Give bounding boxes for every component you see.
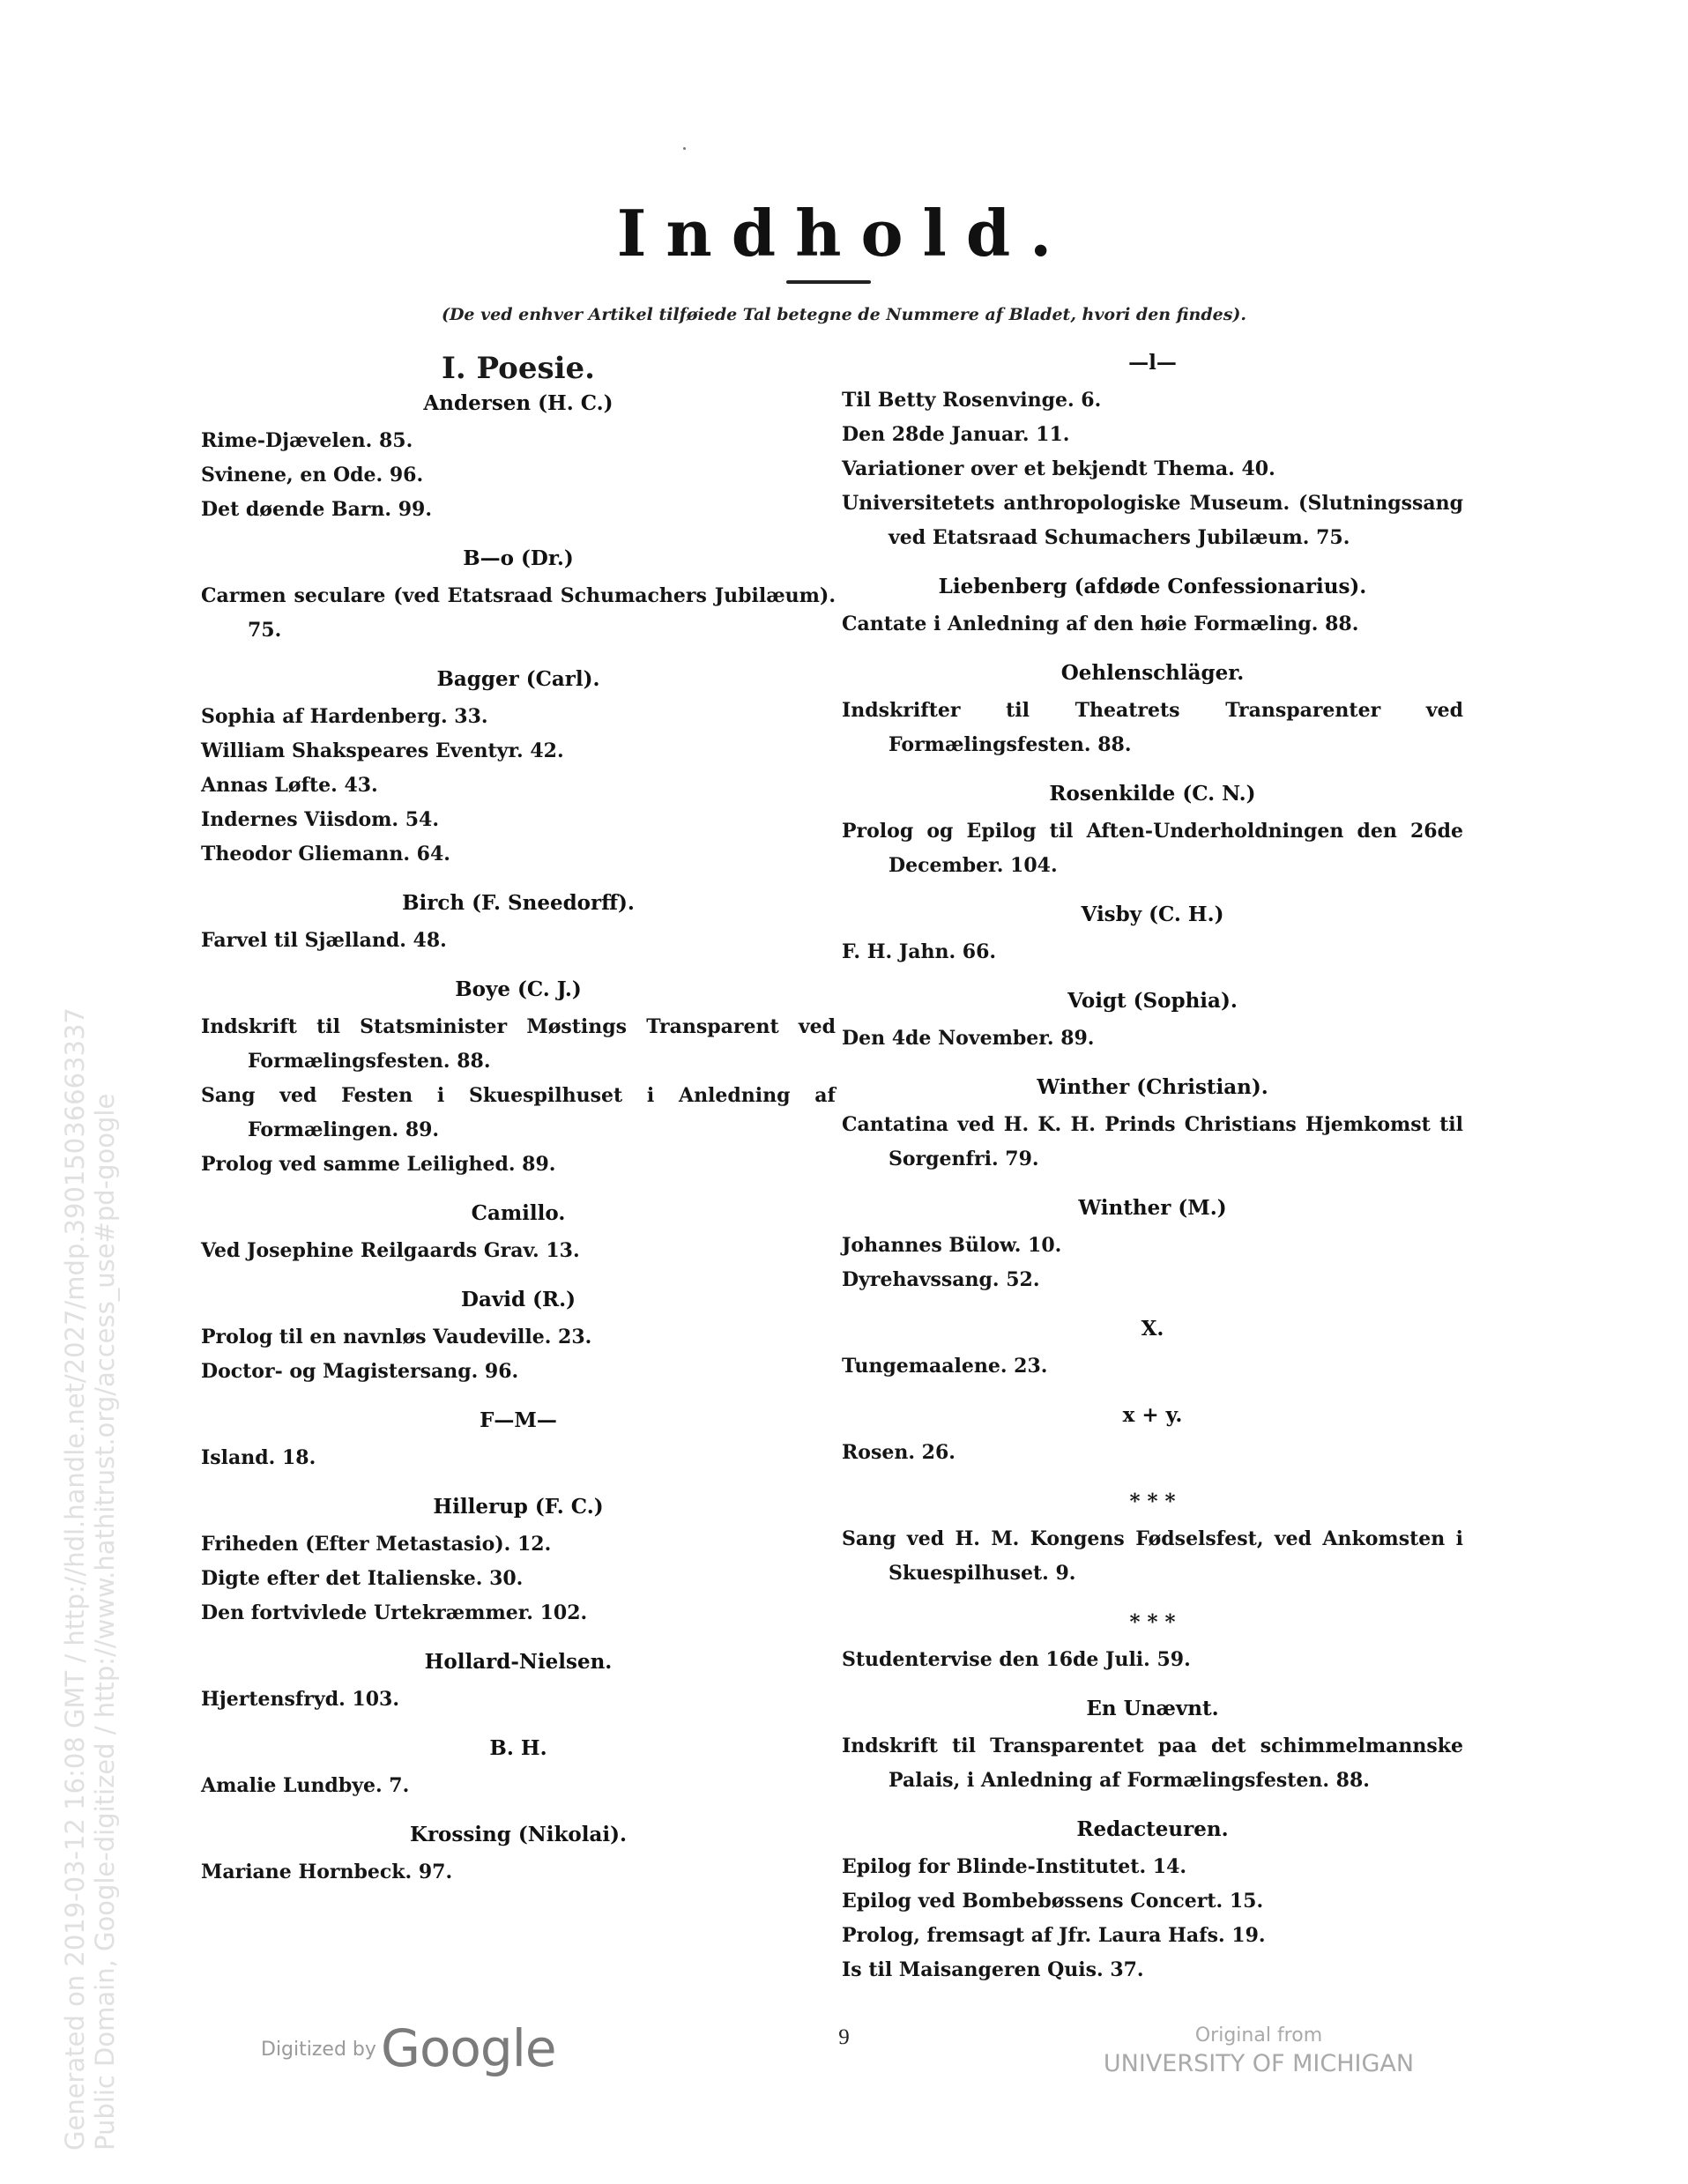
toc-entry: Farvel til Sjælland. 48. xyxy=(201,929,447,952)
toc-entry: Sophia af Hardenberg. 33. xyxy=(201,705,488,728)
toc-entry: Rosen. 26. xyxy=(842,1441,956,1464)
toc-entry: Friheden (Efter Metastasio). 12. xyxy=(201,1533,552,1556)
toc-entry: Prolog og Epilog til Aften-Underholdningen den 26de December. 104. xyxy=(842,820,1463,877)
toc-entry: Is til Maisangeren Quis. 37. xyxy=(842,1958,1144,1981)
author-heading: Boye (C. J.) xyxy=(455,977,582,1001)
author-heading: Liebenberg (afdøde Confessionarius). xyxy=(938,575,1367,598)
author-heading: En Unævnt. xyxy=(1086,1697,1219,1720)
university-label: UNIVERSITY OF MICHIGAN xyxy=(1103,2050,1415,2077)
page-subtitle: (De ved enhver Artikel tilføiede Tal betegne de Nummere af Bladet, hvori den findes). xyxy=(441,305,1247,324)
title-underline xyxy=(786,280,871,284)
author-heading: Krossing (Nikolai). xyxy=(409,1823,628,1846)
toc-entry: Epilog ved Bombebøssens Concert. 15. xyxy=(842,1890,1264,1913)
toc-entry: Digte efter det Italienske. 30. xyxy=(201,1567,524,1590)
toc-entry: Carmen seculare (ved Etatsraad Schumachers Jubilæum). 75. xyxy=(201,584,836,642)
hathitrust-watermark xyxy=(60,1007,120,2151)
author-heading: Voigt (Sophia). xyxy=(1067,989,1238,1013)
toc-entry: Doctor- og Magistersang. 96. xyxy=(201,1360,519,1383)
toc-entry: Amalie Lundbye. 7. xyxy=(201,1774,410,1797)
author-heading: Camillo. xyxy=(471,1201,566,1225)
toc-entry: Svinene, en Ode. 96. xyxy=(201,464,424,487)
author-heading: Andersen (H. C.) xyxy=(423,391,613,415)
watermark-line: Generated on 2019-03-12 16:08 GMT / http://hdl.handle.net/2027/mdp.39015036663337 xyxy=(60,1007,90,2151)
author-heading: B—o (Dr.) xyxy=(463,546,574,570)
toc-entry: Annas Løfte. 43. xyxy=(201,774,378,797)
toc-entry: William Shakspeares Eventyr. 42. xyxy=(201,739,564,762)
toc-entry: Rime-Djævelen. 85. xyxy=(201,429,413,452)
original-from-label: Original from xyxy=(1194,2024,1323,2047)
toc-entry: Mariane Hornbeck. 97. xyxy=(201,1861,453,1883)
toc-entry: Den 4de November. 89. xyxy=(842,1027,1095,1050)
toc-entry: Indskrift til Statsminister Møstings Transparent ved Formælingsfesten. 88. xyxy=(201,1015,836,1073)
author-heading: Birch (F. Sneedorff). xyxy=(402,891,635,915)
author-heading: F—M— xyxy=(480,1408,557,1432)
author-heading: Redacteuren. xyxy=(1076,1817,1229,1841)
stray-dot xyxy=(683,147,686,150)
author-heading: x + y. xyxy=(1122,1403,1183,1427)
author-heading: B. H. xyxy=(489,1736,547,1760)
toc-entry: Den 28de Januar. 11. xyxy=(842,423,1070,446)
author-heading: X. xyxy=(1141,1317,1164,1341)
toc-entry: Prolog til en navnløs Vaudeville. 23. xyxy=(201,1326,592,1348)
toc-entry: Studentervise den 16de Juli. 59. xyxy=(842,1648,1191,1671)
toc-entry: Sang ved H. M. Kongens Fødselsfest, ved Ankomsten i Skuespilhuset. 9. xyxy=(842,1527,1463,1585)
author-heading: Oehlenschläger. xyxy=(1060,661,1245,685)
google-logo: Google xyxy=(381,2018,556,2078)
page-title: Indhold. xyxy=(616,196,1072,271)
author-heading: Winther (M.) xyxy=(1078,1196,1227,1220)
left-entry-list xyxy=(201,391,836,1890)
section-heading: I. Poesie. xyxy=(441,351,596,386)
toc-entry: Theodor Gliemann. 64. xyxy=(201,843,450,865)
author-heading: —l— xyxy=(1128,351,1177,375)
toc-entry: Ved Josephine Reilgaards Grav. 13. xyxy=(201,1239,580,1262)
author-heading: * * * xyxy=(1129,1610,1176,1634)
author-heading: Hollard-Nielsen. xyxy=(424,1650,613,1674)
toc-entry: Tungemaalene. 23. xyxy=(842,1355,1048,1378)
author-heading: Rosenkilde (C. N.) xyxy=(1049,782,1256,806)
original-from-mark xyxy=(1086,2023,1431,2079)
toc-entry: Variationer over et bekjendt Thema. 40. xyxy=(842,457,1275,480)
toc-entry: Til Betty Rosenvinge. 6. xyxy=(842,389,1102,412)
page-number: 9 xyxy=(838,2025,850,2049)
toc-entry: Indskrifter til Theatrets Transparenter ved Formælingsfesten. 88. xyxy=(842,699,1463,756)
toc-entry: Epilog for Blinde-Institutet. 14. xyxy=(842,1855,1187,1878)
author-heading: David (R.) xyxy=(461,1288,576,1311)
author-heading: Hillerup (F. C.) xyxy=(433,1495,604,1519)
toc-entry: Island. 18. xyxy=(201,1446,316,1469)
author-heading: Bagger (Carl). xyxy=(436,667,600,691)
author-heading: Visby (C. H.) xyxy=(1081,903,1224,926)
digitized-by-label: Digitized by xyxy=(261,2039,376,2061)
author-heading: * * * xyxy=(1129,1489,1176,1513)
toc-entry: Universitetets anthropologiske Museum. (Slutningssang ved Etatsraad Schumachers Jubilæum. 75. xyxy=(842,492,1463,549)
right-entry-list xyxy=(842,351,1463,1987)
toc-entry: Sang ved Festen i Skuespilhuset i Anledning af Formælingen. 89. xyxy=(201,1084,836,1141)
toc-entry: Johannes Bülow. 10. xyxy=(842,1234,1062,1257)
toc-entry: Dyrehavssang. 52. xyxy=(842,1268,1040,1291)
toc-entry: Det døende Barn. 99. xyxy=(201,498,433,521)
toc-entry: F. H. Jahn. 66. xyxy=(842,940,997,963)
toc-entry: Prolog, fremsagt af Jfr. Laura Hafs. 19. xyxy=(842,1924,1266,1947)
toc-entry: Cantatina ved H. K. H. Prinds Christians Hjemkomst til Sorgenfri. 79. xyxy=(842,1113,1463,1170)
toc-entry: Hjertensfryd. 103. xyxy=(201,1688,399,1711)
toc-entry: Indernes Viisdom. 54. xyxy=(201,808,440,831)
toc-entry: Den fortvivlede Urtekræmmer. 102. xyxy=(201,1601,588,1624)
toc-entry: Indskrift til Transparentet paa det schimmelmannske Palais, i Anledning af Formælingsfesten. 88. xyxy=(842,1735,1463,1792)
watermark-line: Public Domain, Google-digitized / http://www.hathitrust.org/access_use#pd-google xyxy=(90,1093,120,2151)
right-column xyxy=(842,351,1463,1987)
toc-entry: Prolog ved samme Leilighed. 89. xyxy=(201,1153,556,1176)
left-column xyxy=(201,351,836,1890)
author-heading: Winther (Christian). xyxy=(1037,1075,1268,1099)
toc-entry: Cantate i Anledning af den høie Formæling. 88. xyxy=(842,613,1359,635)
